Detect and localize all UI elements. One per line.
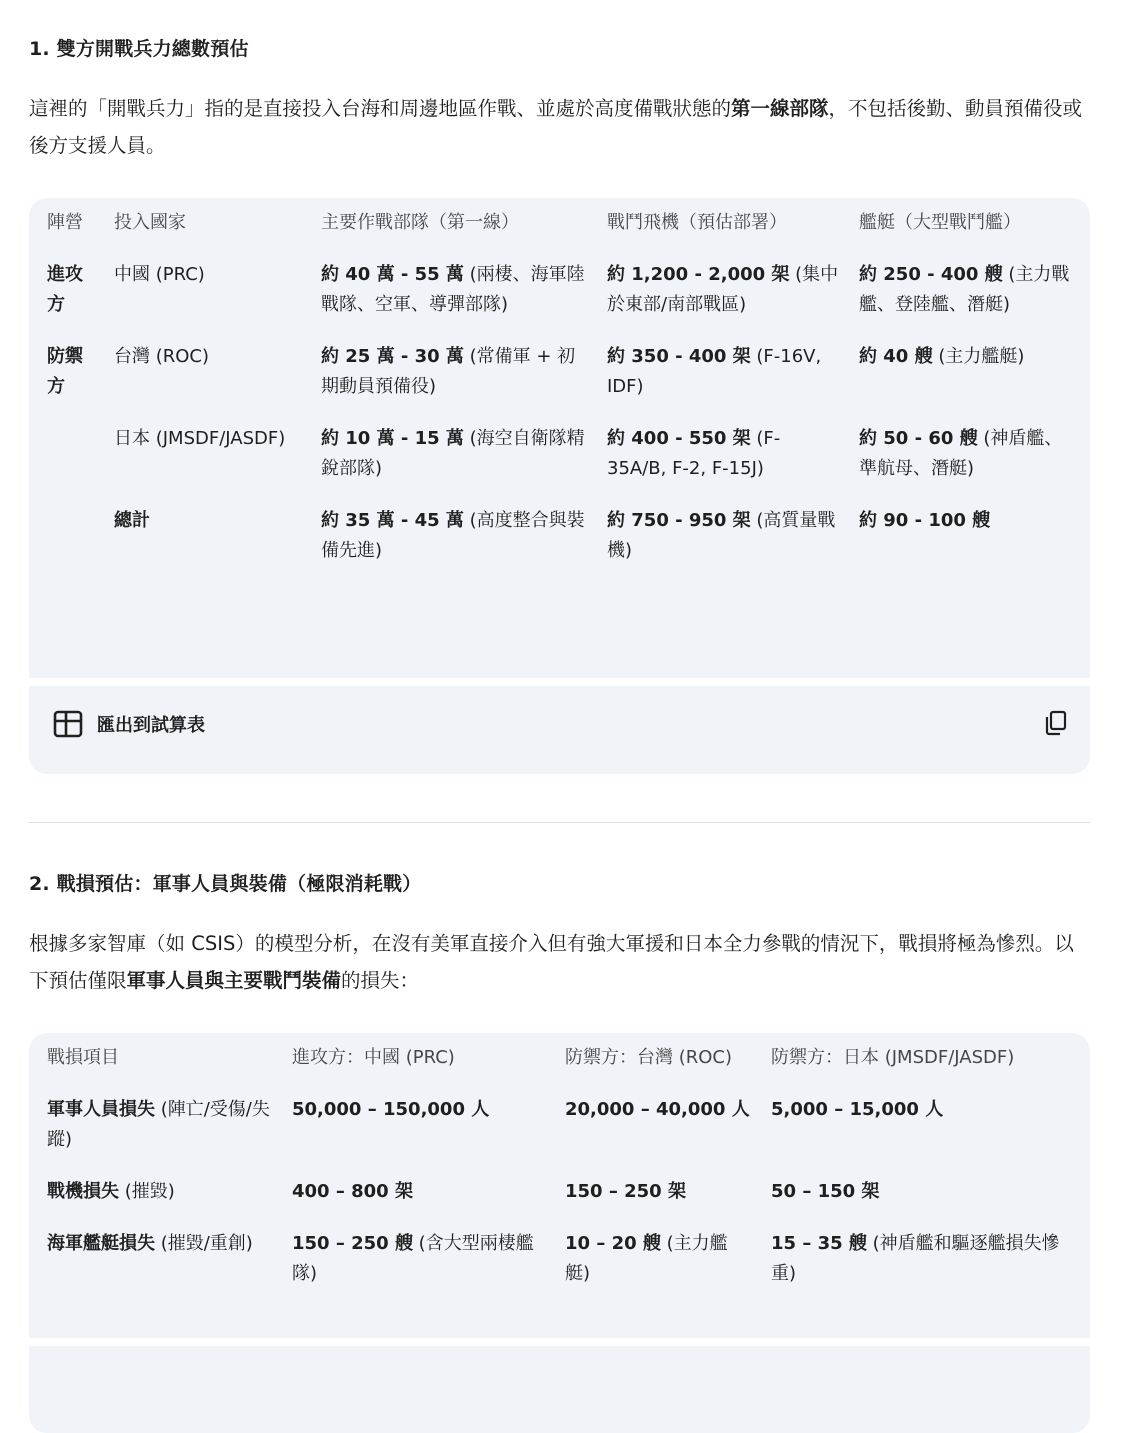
table-header-row: [29, 1033, 1090, 1085]
col-header-japan: 防禦方：日本 (JMSDF/JASDF): [771, 1047, 1015, 1068]
item-cell: [29, 1167, 282, 1219]
losses-table: [29, 1033, 1090, 1301]
troops-note: (兩棲、海軍陸戰隊、空軍、導彈部隊): [321, 264, 585, 315]
ships-note: (主力戰艦、登陸艦、潛艇): [859, 264, 1070, 315]
ships-cell: [849, 414, 1090, 496]
aircraft-value: 約 350 - 400 架: [607, 346, 751, 367]
roc-cell: [555, 1219, 761, 1301]
table-icon: [53, 710, 83, 738]
ships-value: 約 250 - 400 艘: [859, 264, 1003, 285]
item-label: 戰機損失: [47, 1181, 119, 1202]
troops-cell: [311, 496, 597, 578]
ships-note: (主力艦艇): [932, 346, 1025, 367]
paragraph-text: ，不包括後勤、動員預備役或後方支援人員。: [29, 97, 1083, 157]
col-header-country: 投入國家: [114, 212, 186, 233]
section-2-heading: 2. 戰損預估：軍事人員與裝備（極限消耗戰）: [29, 873, 422, 895]
prc-cell: [282, 1085, 555, 1167]
table-row: [29, 1085, 1090, 1167]
copy-table-button[interactable]: [1044, 710, 1068, 740]
item-cell: [29, 1085, 282, 1167]
prc-value: 50,000 – 150,000 人: [292, 1099, 490, 1120]
japan-cell: [761, 1167, 1090, 1219]
japan-cell: [761, 1085, 1090, 1167]
section-1-paragraph: [29, 90, 1090, 164]
table-row: [29, 496, 1090, 578]
table-row: [29, 1219, 1090, 1301]
troops-cell: [311, 414, 597, 496]
paragraph-emphasis: 第一線部隊: [731, 97, 829, 120]
section-2-paragraph: [29, 925, 1090, 999]
item-cell: [29, 1219, 282, 1301]
forces-table-container: [29, 198, 1090, 774]
col-header-roc: 防禦方：台灣 (ROC): [565, 1047, 733, 1068]
ships-note: (神盾艦、準航母、潛艇): [859, 428, 1063, 479]
aircraft-value: 約 750 - 950 架: [607, 510, 751, 531]
japan-value: 15 – 35 艘: [771, 1233, 867, 1254]
col-header-item: 戰損項目: [47, 1047, 119, 1068]
aircraft-cell: [597, 250, 849, 332]
country-cell: 日本 (JMSDF/JASDF): [114, 428, 286, 449]
troops-value: 約 10 萬 - 15 萬: [321, 428, 464, 449]
ships-cell: [849, 496, 1090, 578]
camp-cell: [29, 250, 104, 332]
section-divider: [29, 822, 1090, 823]
aircraft-cell: [597, 496, 849, 578]
troops-note: (高度整合與裝備先進): [321, 510, 585, 561]
prc-cell: [282, 1167, 555, 1219]
total-label: 總計: [114, 510, 150, 531]
troops-note: (海空自衛隊精銳部隊): [321, 428, 585, 479]
aircraft-note: (高質量戰機): [607, 510, 836, 561]
prc-cell: [282, 1219, 555, 1301]
table-row: [29, 1167, 1090, 1219]
roc-value: 10 – 20 艘: [565, 1233, 661, 1254]
camp-label: 進攻方: [47, 264, 83, 315]
table-row: [29, 414, 1090, 496]
col-header-troops: 主要作戰部隊（第一線）: [321, 212, 519, 233]
ships-value: 約 90 - 100 艘: [859, 510, 991, 531]
country-cell: [104, 496, 311, 578]
copy-icon: [1044, 710, 1068, 736]
japan-value: 5,000 – 15,000 人: [771, 1099, 944, 1120]
item-note: (摧毀): [119, 1181, 175, 1202]
prc-note: (含大型兩棲艦隊): [292, 1233, 534, 1284]
paragraph-text: 這裡的「開戰兵力」指的是直接投入台海和周邊地區作戰、並處於高度備戰狀態的: [29, 97, 732, 120]
roc-cell: [555, 1085, 761, 1167]
aircraft-note: (F-16V, IDF): [607, 346, 822, 397]
forces-table: [29, 198, 1090, 578]
japan-cell: [761, 1219, 1090, 1301]
ships-value: 約 40 艘: [859, 346, 933, 367]
roc-value: 20,000 – 40,000 人: [565, 1099, 750, 1120]
troops-value: 約 25 萬 - 30 萬: [321, 346, 464, 367]
ships-value: 約 50 - 60 艘: [859, 428, 978, 449]
section-1-heading: 1. 雙方開戰兵力總數預估: [29, 38, 249, 60]
aircraft-value: 約 1,200 - 2,000 架: [607, 264, 790, 285]
losses-table-container: [29, 1033, 1090, 1433]
camp-cell: [29, 496, 104, 578]
table-footer: [29, 1338, 1090, 1433]
paragraph-text: 的損失：: [341, 969, 420, 992]
paragraph-emphasis: 軍事人員與主要戰鬥裝備: [126, 969, 342, 992]
roc-value: 150 – 250 架: [565, 1181, 686, 1202]
aircraft-cell: [597, 332, 849, 414]
roc-note: (主力艦艇): [565, 1233, 728, 1284]
col-header-ships: 艦艇（大型戰鬥艦）: [859, 212, 1021, 233]
item-label: 海軍艦艇損失: [47, 1233, 155, 1254]
aircraft-note: (集中於東部/南部戰區): [607, 264, 839, 315]
troops-value: 約 40 萬 - 55 萬: [321, 264, 464, 285]
aircraft-cell: [597, 414, 849, 496]
japan-note: (神盾艦和驅逐艦損失慘重): [771, 1233, 1060, 1284]
aircraft-note: (F-35A/B, F-2, F-15J): [607, 428, 781, 479]
troops-cell: [311, 332, 597, 414]
item-note: (陣亡/受傷/失蹤): [47, 1099, 270, 1150]
ships-cell: [849, 250, 1090, 332]
camp-cell: [29, 414, 104, 496]
roc-cell: [555, 1167, 761, 1219]
paragraph-text: 根據多家智庫（如 CSIS）的模型分析，在沒有美軍直接介入但有強大軍援和日本全力參戰的情況下，戰損將極為慘烈。以下預估僅限: [29, 932, 1074, 992]
item-label: 軍事人員損失: [47, 1099, 155, 1120]
table-row: [29, 250, 1090, 332]
camp-label: 防禦方: [47, 346, 83, 397]
item-note: (摧毀/重創): [155, 1233, 253, 1254]
table-header-row: [29, 198, 1090, 250]
aircraft-value: 約 400 - 550 架: [607, 428, 751, 449]
export-to-sheets-button[interactable]: [53, 710, 205, 738]
col-header-camp: 陣營: [47, 212, 83, 233]
col-header-prc: 進攻方：中國 (PRC): [292, 1047, 455, 1068]
country-cell: 台灣 (ROC): [114, 346, 210, 367]
troops-cell: [311, 250, 597, 332]
col-header-aircraft: 戰鬥飛機（預估部署）: [607, 212, 787, 233]
troops-value: 約 35 萬 - 45 萬: [321, 510, 464, 531]
troops-note: (常備軍 + 初期動員預備役): [321, 346, 576, 397]
ships-cell: [849, 332, 1090, 414]
japan-value: 50 – 150 架: [771, 1181, 880, 1202]
prc-value: 150 – 250 艘: [292, 1233, 413, 1254]
export-label: 匯出到試算表: [97, 715, 205, 736]
table-footer: [29, 678, 1090, 774]
country-cell: 中國 (PRC): [114, 264, 205, 285]
camp-cell: [29, 332, 104, 414]
table-row: [29, 332, 1090, 414]
prc-value: 400 – 800 架: [292, 1181, 413, 1202]
